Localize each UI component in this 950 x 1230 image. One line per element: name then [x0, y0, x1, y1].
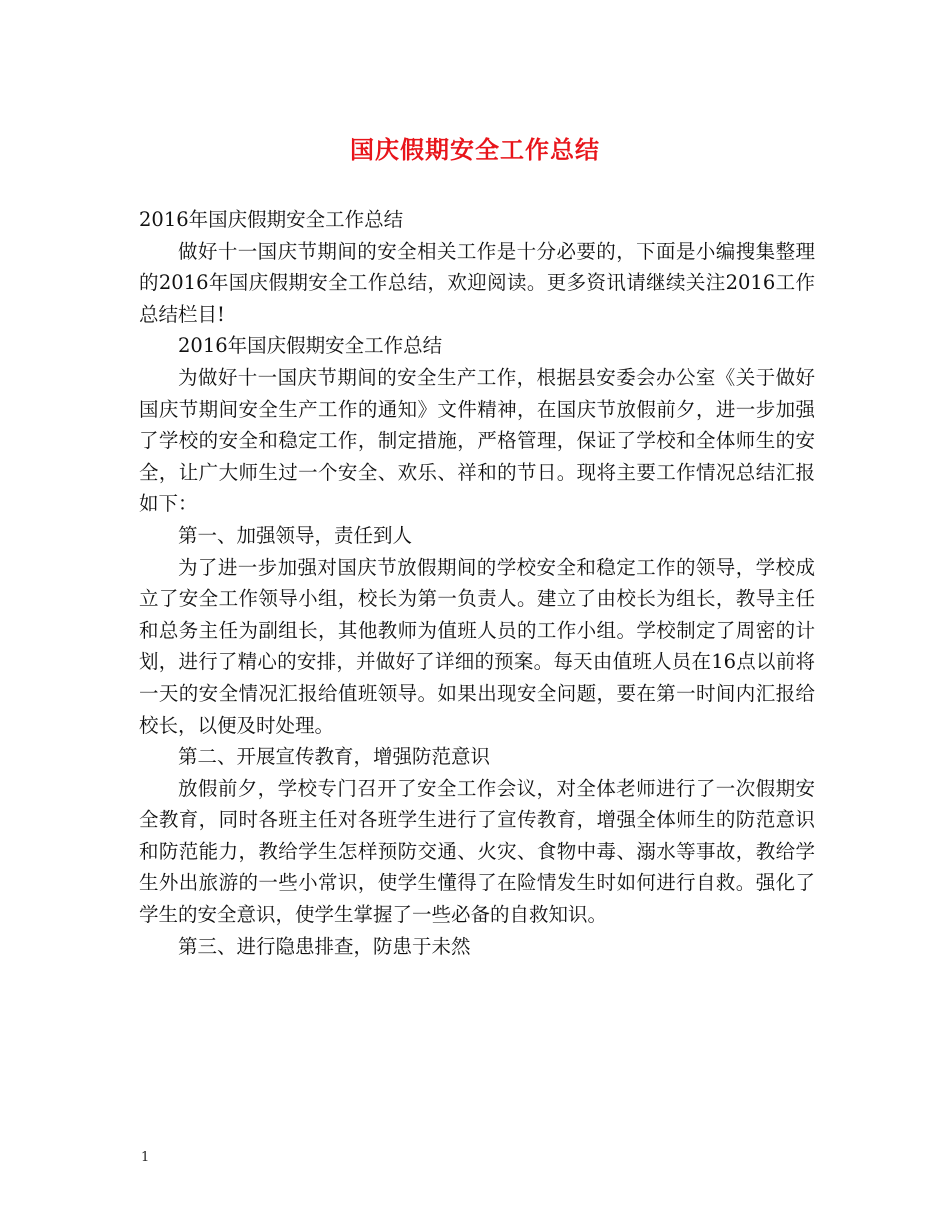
document-body [139, 204, 815, 962]
document-title: 国庆假期安全工作总结 [350, 136, 600, 164]
section-heading-3: 第三、进行隐患排查，防患于未然 [178, 934, 471, 958]
paragraph-background: 为做好十一国庆节期间的安全生产工作，根据县安委会办公室《关于做好国庆节期间安全生产工作的通知》文件精神，在国庆节放假前夕，进一步加强了学校的安全和稳定工作，制定措施，严格管理，保证了学校和全体师生的安全，让广大师生过一个安全、欢乐、祥和的节日。现将主要工作情况总结汇报如下： [139, 365, 815, 516]
document-subtitle: 2016年国庆假期安全工作总结 [139, 208, 404, 231]
section-heading-2: 第二、开展宣传教育，增强防范意识 [178, 745, 491, 769]
paragraph-intro: 做好十一国庆节期间的安全相关工作是十分必要的，下面是小编搜集整理的2016年国庆假期安全工作总结，欢迎阅读。更多资讯请继续关注2016工作总结栏目! [139, 239, 815, 326]
section-heading-1: 第一、加强领导，责任到人 [178, 523, 413, 547]
paragraph-repeat-title: 2016年国庆假期安全工作总结 [178, 334, 443, 358]
paragraph-section-1: 为了进一步加强对国庆节放假期间的学校安全和稳定工作的领导，学校成立了安全工作领导小组，校长为第一负责人。建立了由校长为组长，教导主任和总务主任为副组长，其他教师为值班人员的工作小组。学校制定了周密的计划，进行了精心的安排，并做好了详细的预案。每天由值班人员在16点以前将一天的安全情况汇报给值班领导。如果出现安全问题，要在第一时间内汇报给校长，以便及时处理。 [139, 555, 815, 737]
paragraph-section-2: 放假前夕，学校专门召开了安全工作会议，对全体老师进行了一次假期安全教育，同时各班主任对各班学生进行了宣传教育，增强全体师生的防范意识和防范能力，教给学生怎样预防交通、火灾、食物中毒、溺水等事故，教给学生外出旅游的一些小常识，使学生懂得了在险情发生时如何进行自救。强化了学生的安全意识，使学生掌握了一些必备的自救知识。 [139, 776, 815, 927]
page-number: 1 [141, 1150, 150, 1165]
